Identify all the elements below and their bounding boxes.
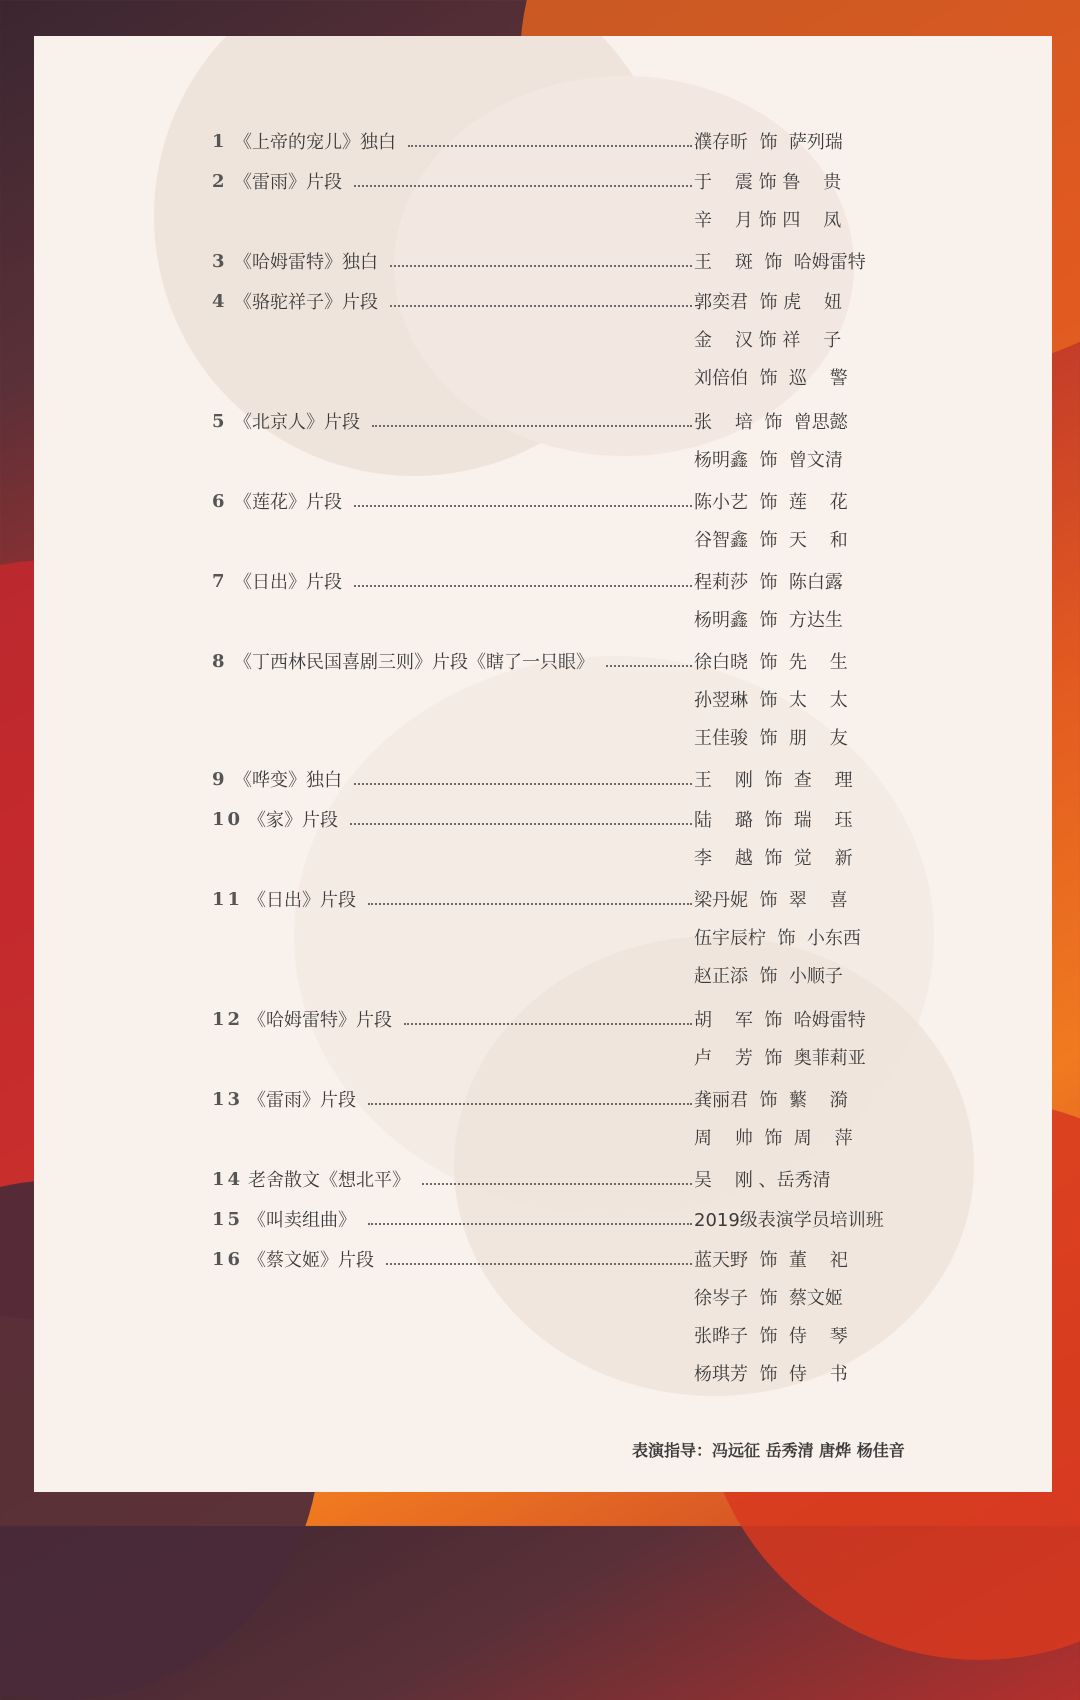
item-title: 《莲花》片段 [234,492,342,513]
item-number: 14 [212,1168,244,1190]
cast-line: 辛 月 饰 四 凤 [694,210,842,231]
cast-line: 蓝天野 饰 董 祀 [694,1250,848,1271]
dot-leader [368,1213,692,1225]
dot-leader [368,1093,692,1105]
program-item-head [212,800,692,838]
cast-line: 周 帅 饰 周 萍 [694,1128,853,1149]
cast-line: 金 汉 饰 祥 子 [694,330,842,351]
cast-list [694,642,1014,756]
cast-line: 伍宇辰柠 饰 小东西 [694,928,861,949]
item-number: 7 [212,570,228,592]
program-item-head [212,282,692,320]
cast-line: 张 培 饰 曾思懿 [694,412,848,433]
cast-line: 陆 璐 饰 瑞 珏 [694,810,853,831]
dot-leader [422,1173,692,1185]
cast-list [694,562,1014,638]
program-item-head [212,1240,692,1278]
cast-list [694,1160,1014,1198]
item-number: 16 [212,1248,244,1270]
item-number: 3 [212,250,228,272]
cast-list [694,1000,1014,1076]
dot-leader [390,255,692,267]
cast-line: 刘倍伯 饰 巡 警 [694,368,848,389]
item-title: 《雷雨》片段 [248,1090,356,1111]
cast-list [694,1080,1014,1156]
program-item-head [212,1080,692,1118]
cast-list [694,1240,1014,1392]
program-item-head [212,1200,692,1238]
item-title: 《上帝的宠儿》独白 [234,132,396,153]
cast-list [694,800,1014,876]
cast-line: 李 越 饰 觉 新 [694,848,853,869]
item-number: 6 [212,490,228,512]
program-item-head [212,562,692,600]
item-title: 《丁西林民国喜剧三则》片段《瞎了一只眼》 [234,652,594,673]
cast-line: 程莉莎 饰 陈白露 [694,572,843,593]
cast-line: 徐岑子 饰 蔡文姬 [694,1288,843,1309]
cast-list [694,482,1014,558]
cast-list [694,162,1014,238]
cast-line: 陈小艺 饰 莲 花 [694,492,848,513]
program-item-head [212,242,692,280]
dot-leader [390,295,692,307]
dot-leader [372,415,692,427]
dot-leader [408,135,692,147]
program-item-head [212,1160,692,1198]
item-title: 《骆驼祥子》片段 [234,292,378,313]
cast-line: 梁丹妮 饰 翠 喜 [694,890,848,911]
item-title: 老舍散文《想北平》 [248,1170,410,1191]
cast-line: 张晔子 饰 侍 琴 [694,1326,848,1347]
cast-line: 杨明鑫 饰 曾文清 [694,450,843,471]
item-number: 9 [212,768,228,790]
item-title: 《哈姆雷特》独白 [234,252,378,273]
item-number: 12 [212,1008,244,1030]
item-title: 《日出》片段 [248,890,356,911]
cast-line: 王佳骏 饰 朋 友 [694,728,848,749]
cast-line: 王 斑 饰 哈姆雷特 [694,252,866,273]
dot-leader [404,1013,692,1025]
item-number: 13 [212,1088,244,1110]
item-number: 11 [212,888,244,910]
program-item-head [212,1000,692,1038]
cast-line: 王 刚 饰 查 理 [694,770,853,791]
item-title: 《哈姆雷特》片段 [248,1010,392,1031]
item-number: 8 [212,650,228,672]
item-number: 15 [212,1208,244,1230]
cast-line: 杨琪芳 饰 侍 书 [694,1364,848,1385]
cast-list [694,402,1014,478]
dot-leader [606,655,692,667]
item-title: 《蔡文姬》片段 [248,1250,374,1271]
item-title: 《叫卖组曲》 [248,1210,356,1231]
cast-list [694,880,1014,994]
cast-line: 谷智鑫 饰 天 和 [694,530,848,551]
dot-leader [368,893,692,905]
cast-line: 赵正添 饰 小顺子 [694,966,843,987]
cast-list [694,1200,1014,1238]
program-sheet [34,36,1052,1492]
cast-line: 2019级表演学员培训班 [694,1210,884,1231]
item-title: 《哗变》独白 [234,770,342,791]
program-item-head [212,482,692,520]
program-item-head [212,642,692,680]
program-list [34,36,1052,1492]
cast-line: 卢 芳 饰 奥菲莉亚 [694,1048,866,1069]
item-number: 4 [212,290,228,312]
program-item-head [212,760,692,798]
cast-line: 龚丽君 饰 蘩 漪 [694,1090,848,1111]
dot-leader [354,495,692,507]
program-item-head [212,162,692,200]
cast-line: 杨明鑫 饰 方达生 [694,610,843,631]
program-item-head [212,122,692,160]
item-title: 《家》片段 [248,810,338,831]
dot-leader [354,773,692,785]
program-item-head [212,880,692,918]
cast-line: 胡 军 饰 哈姆雷特 [694,1010,866,1031]
cast-line: 于 震 饰 鲁 贵 [694,172,842,193]
dot-leader [354,175,692,187]
cast-line: 孙翌琳 饰 太 太 [694,690,848,711]
cast-line: 濮存昕 饰 萨列瑞 [694,132,843,153]
performance-director: 表演指导：冯远征 岳秀清 唐烨 杨佳音 [632,1441,905,1460]
dot-leader [354,575,692,587]
dot-leader [350,813,692,825]
item-title: 《雷雨》片段 [234,172,342,193]
cast-line: 郭奕君 饰 虎 妞 [694,292,843,313]
cast-line: 吴 刚 、岳秀清 [694,1170,831,1191]
item-number: 1 [212,130,228,152]
cast-list [694,122,1014,160]
program-item-head [212,402,692,440]
cast-list [694,282,1014,396]
item-number: 5 [212,410,228,432]
item-title: 《北京人》片段 [234,412,360,433]
cast-line: 徐白晓 饰 先 生 [694,652,848,673]
item-title: 《日出》片段 [234,572,342,593]
item-number: 2 [212,170,228,192]
cast-list [694,242,1014,280]
cast-list [694,760,1014,798]
item-number: 10 [212,808,244,830]
dot-leader [386,1253,692,1265]
